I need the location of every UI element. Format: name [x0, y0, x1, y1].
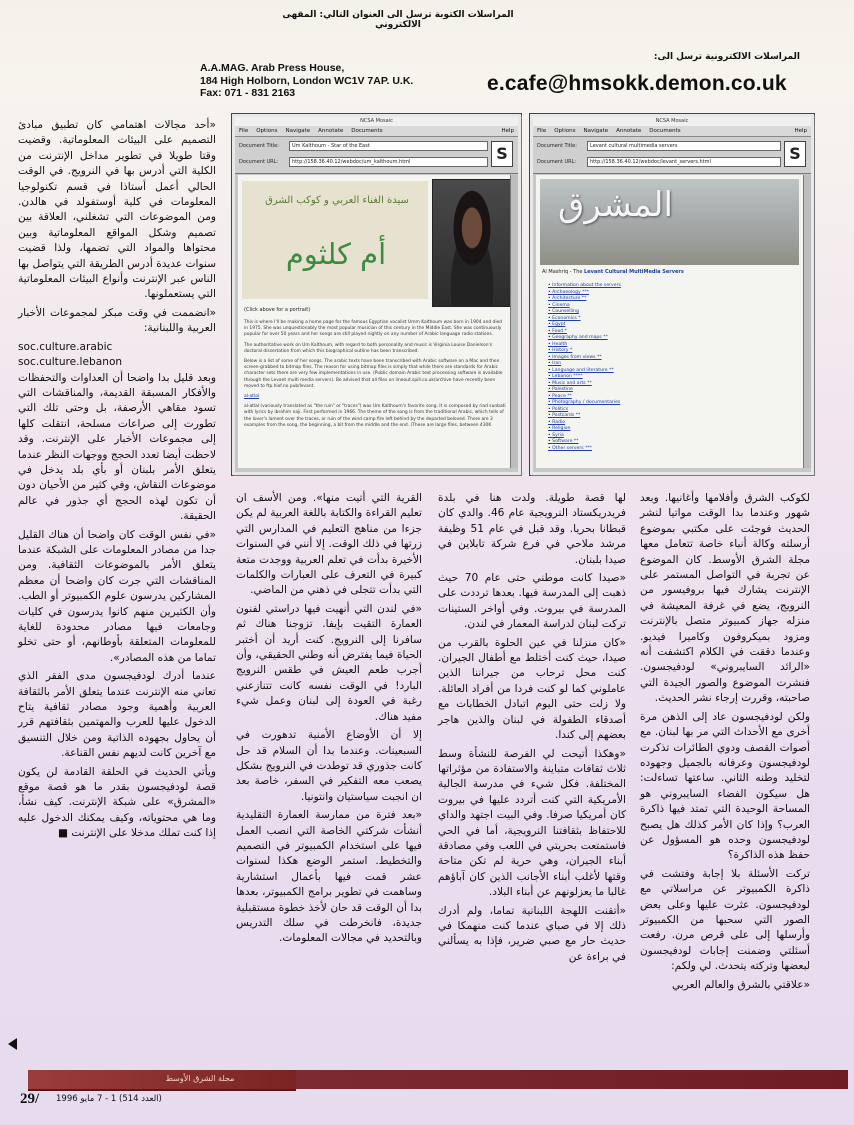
- article-paragraph: «في نفس الوقت كان واضحا أن هناك القليل جدا من مصادر المعلومات على الشبكة عندما يتعلق الأمر بالموضوعات الثقافية. ومن المناقشات التي جرت كان واضحا أن معظم المشاركين يدرسون علوم الكمبيوتر أو الطب. وأن الكثيرين منهم كانوا يدرسون في كليات وجامعات فيها مصادر محدودة للغاية للمعلومات المتعلقة بأوطانهم، أو حتى تخلو تماما من هذه المصادر».: [18, 528, 216, 664]
- menu-file: File: [239, 128, 249, 134]
- article-paragraph: «أتقنت اللهجة اللبنانية تماما، ولم أدرك ذلك إلا في صباي عندما كنت منهمكا في حديث حار مع صبي ضرير، فإذا به يسألني في براءة عن: [438, 904, 626, 963]
- doc-url-label: Document URL:: [537, 159, 577, 165]
- continue-arrow-icon: [8, 1038, 17, 1050]
- article-paragraph: القرية التي أتيت منها». ومن الأسف ان تعليم القراءة والكتابة باللغة العربية لم يكن جزءا من مناهج التعليم في المدارس التي زرتها في ذلك الوقت. إلا أنني في السنوات الأخيرة بدأت في تعلم العربية ووجدت متعة كبيرة في التعرف على العبارات والكلمات التي بدأت تتجلى في ذهني من الماضي.: [236, 492, 422, 597]
- article-paragraph: تركت الأسئلة بلا إجابة وفتشت في ذاكرة الكمبيوتر عن مراسلاتي مع لودفيجسون. عثرت عليها وعلى بعض الصور التي سحبها من الكمبيوتر وأرسلها إلى على قرص مرن. رفعت أسئلتي وضمنت إجابات لودفيجسون لبعضها وتركته يتحدث. لي ولكم:: [640, 867, 810, 973]
- topic-link: • Music and arts **: [548, 381, 621, 388]
- topic-link: • Health: [548, 342, 621, 349]
- topic-link: • Language and literature **: [548, 368, 621, 375]
- document-bar: [533, 137, 811, 174]
- document-bar: [235, 137, 518, 174]
- topic-link: • Architecture **: [548, 296, 621, 303]
- topic-link: • Egypt: [548, 322, 621, 329]
- footer-bar-right: [296, 1070, 848, 1089]
- menu-documents: Documents: [649, 128, 681, 134]
- topic-link: • Food *: [548, 329, 621, 336]
- email-label: المراسلات الالكترونية ترسل الى:: [653, 52, 800, 62]
- mashriq-banner: [540, 179, 799, 265]
- article-paragraph: وبعد قليل بدا واضحا أن العداوات والتحفظات والأفكار المسبقة القديمة، والمناقشات التي تسود مقاهي الأرصفة، بل وحتى تلك التي تطورت إلى صراعات مسلحة، انتقلت كلها إلى مجموعات الأخبار على الإنترنت. وقد لاحظت أيضا تعدد الحجج ووجهات النظر عندما يتعلق الأمر بلبنان أو بأي بلد يدخل في موضوعات النقاش، وفي كثير من الأحيان دون أن تكون لهذه الحجج أي جذور في عالم الحقيقة.: [18, 371, 216, 523]
- mosaic-logo-icon: S: [784, 141, 806, 167]
- article-column-1: [18, 118, 216, 845]
- topic-link: • Images from views **: [548, 355, 621, 362]
- email-address: e.cafe@hmsokk.demon.co.uk: [487, 72, 787, 95]
- address-line: 184 High Holborn, London WC1V 7AP. U.K.: [200, 74, 414, 87]
- menu-file: File: [537, 128, 547, 134]
- topic-link-list: [548, 283, 621, 452]
- topic-link: • Politics: [548, 407, 621, 414]
- topic-link: • Peace **: [548, 394, 621, 401]
- body-paragraph: The authoritative work on Um Kalthoum, with regard to both personality and music is Virginia Louise Danielson's doctoral dissertation from which this biographical outline has been transcribed.: [244, 342, 492, 354]
- banner-title: المشرق: [558, 185, 673, 225]
- topic-link: • Economics *: [548, 316, 621, 323]
- body-paragraph: Below is a list of some of her songs. The arabic texts have been transcribed with Arabic software on a Mac and then screen-grabbed to bitmap files. The reason for using bitmap files is simply that while there are standards for Arabic character sets there are very few implementations in use. (Public domain Arabic text processing software is available through the Levant multi media servers). Be advised that all files on lineout.spill.co.uk/archive have recently been moved to ftp.hiof.no pub/levant.: [244, 359, 503, 389]
- doc-title-label: Document Title:: [239, 143, 279, 149]
- issue-info: (العدد 514) 1 - 7 مايو 1996: [56, 1094, 162, 1104]
- topic-link: • Other servers ***: [548, 446, 621, 453]
- article-paragraph: «بعد فترة من ممارسة العمارة التقليدية أنشأت شركتي الخاصة التي انصب العمل فيها على استخدام الكمبيوتر في التصميم والتخطيط. استمر الوضع هكذا لسنوات عشر قمت فيها بأعمال استشارية وساهمت في تطوير برامج الكمبيوتر، بعدها بدا أن الوقت قد حان لأخذ خطوة مستقبلية جديدة، فانخرطت في سلك التدريس وبالتحديد في مجالات المعلومات.: [236, 809, 422, 945]
- topic-link: • Cinema: [548, 303, 621, 310]
- address-line: Fax: 071 - 831 2163: [200, 87, 296, 99]
- topic-link: • Software **: [548, 439, 621, 446]
- menu-navigate: Navigate: [583, 128, 609, 134]
- menu-options: Options: [256, 128, 278, 134]
- newsgroup-name: soc.culture.lebanon: [18, 356, 123, 369]
- article-paragraph: لها قصة طويلة. ولدت هنا في بلدة فريدريكستاد النرويجية عام 46. والدي كان قبطانا بحريا. وقد قبل في عام 51 وظيفة مرشد ملاحي في فرع شركة تابلاين في صيدا بلبنان.: [438, 492, 627, 566]
- page-body-text: [244, 320, 506, 433]
- article-paragraph: لكوكب الشرق وأفلامها وأغانيها. وبعد شهور وعندما بدا الوقت مواتيا لنشر الحديث فوجئت على مكتبي بموضوع أرسلته وكالة أنباء خاصة تتعامل معها مجلة الشرق الأوسط. كان الموضوع عن تجربة في التواصل المستمر على الإنترنت يشارك فيها بروفيسور من النرويج، يضع في غرفة المعيشة في منزله جهاز كمبيوتر متصل بالإنترنت ومزود بميكروفون وكاميرا فيديو. وعندما دققت في الكلام اكتشفت أنه «الرائد السايبروني» لودفيجسون. فنشرت الموضوع والصور الجيدة التي صاحبته، وقررت إرجاء نشر الحديث.: [640, 492, 810, 705]
- menu-annotate: Annotate: [616, 128, 642, 134]
- menu-documents: Documents: [351, 128, 383, 134]
- doc-title-field: Um Kalthoum - Star of the East: [289, 141, 488, 151]
- body-paragraph: al-atlal (variously translated as "the ruin" or "traces") was Um Kalthoum's favorite song. It is composed by riad sunbati with lyrics by ibrahim naji. First performed in 1966. The theme of the song is from the traditional Arabic, which tells of the lover's lament over the traces, or ruin of the wind camp fire left behind by the departed beloved. There are 3 examples from the song, the beginning, a bit from the middle and the end. (These are large files, between 430K: [244, 404, 506, 428]
- mosaic-logo-icon: S: [491, 141, 513, 167]
- article-paragraph: «أحد مجالات اهتمامي كان تطبيق مبادئ التصميم على البيئات المعلوماتية. وقضيت وقتا طويلا في تطوير مداخل الإنترنت من الكلية التي أدرس بها في النرويج. في الوقت الحالي أعمل أستاذا في قسم تكنولوجيا المعلومات في كلية أوستفولد في هالدن. ومن الموضوعات التي تشغلني، العلاقة بين تصميم وشكل المواقع المعلوماتية وبين محتواها والمواد التي تضمها، ولذا قضيت سنوات عديدة أدرس الطريقة التي يتواصل بها الناس عبر الإنترنت وأنواع البيئات المعلوماتية التي يستعملونها.: [18, 119, 216, 301]
- doc-url-field: http://158.36.40.12/webdoc/levant_servers.html: [587, 157, 781, 167]
- article-paragraph: «انضممت في وقت مبكر لمجموعات الأخبار العربية واللبنانية:: [18, 306, 216, 335]
- banner-name: أم كلثوم: [285, 237, 387, 271]
- doc-title-label: Document Title:: [537, 143, 577, 149]
- page-number: 29/: [20, 1091, 40, 1107]
- topic-link: • Postcards **: [548, 413, 621, 420]
- postal-address: [200, 62, 460, 100]
- article-paragraph: «صيدا كانت موطني حتى عام 70 حيث ذهبت إلى المدرسة فيها. بعدها ترددت على المدرسة في بيروت. وفي أواخر الستينات تركت لبنان لدراسة المعمار في لندن.: [438, 572, 626, 631]
- article-paragraph: ويأتي الحديث في الحلقة القادمة لن يكون قصة لودفيجسون بقدر ما هو قصة موقع «المشرق» على شبكة الإنترنت. كيف نشأ، وما هي محتوياته، وكيف يمكنك الدخول عليه إذا كنت تملك مدخلا على الإنترنت ■: [18, 765, 216, 840]
- footer-magazine-name: مجلة الشرق الأوسط: [165, 1074, 235, 1083]
- portrait-caption: (Click above for a portrait): [244, 307, 311, 313]
- menu-annotate: Annotate: [318, 128, 344, 134]
- portrait-photo: [432, 179, 510, 307]
- topic-link: • Iran: [548, 361, 621, 368]
- topic-link: • History *: [548, 348, 621, 355]
- topic-link: • Geography and maps **: [548, 335, 621, 342]
- topic-link: • Counselling: [548, 309, 621, 316]
- topic-link: • Palestine: [548, 387, 621, 394]
- address-line: A.A.MAG. Arab Press House,: [200, 62, 345, 74]
- window-title-bar: NCSA Mosaic: [533, 117, 811, 126]
- topic-link: • Photography / documentaries: [548, 400, 621, 407]
- banner-subtitle: سيدة الغناء العربي و كوكب الشرق: [265, 195, 409, 206]
- menu-help: Help: [794, 128, 807, 134]
- subtitle-prefix: Al Mashriq - The: [542, 269, 583, 275]
- body-paragraph: This is where I'll be making a home page for the famous Egyptian vocalist Umm Kalthoum was born in 1904 and died in 1975. She was unquestionably the most popular musician of this century in the Middle East. She was continuously popular for over 50 years and her songs are still played nightly on any number of Arabic language radio stations.: [244, 320, 503, 338]
- article-paragraph: «علاقتي بالشرق والعالم العربي: [671, 978, 810, 991]
- um-kalthoum-banner: [242, 181, 428, 299]
- menu-bar: [235, 126, 518, 137]
- doc-title-field: Levant cultural multimedia servers: [587, 141, 781, 151]
- article-paragraph: ولكن لودفيجسون عاد إلى الذهن مرة أخرى مع الأحداث التي مر بها لبنان. مع أصوات القصف ودوي الطائرات تذكرت لودفيجسون وعرفانه بالجميل وجهوده لتخليد وطنه الثاني. ساعتها تساءلت: هل سيكون الفضاء السايبروني هو المساحة الوحيدة التي تمتد فيها ذاكرة العرب؟ وإذا كان الأمر كذلك هل يصبح لودفيجسون وحده هو المسؤول عن حفظ هذه الذاكرة؟: [640, 710, 810, 862]
- scrollbar: [803, 175, 811, 468]
- doc-url-field: http://158.36.40.12/webdoc/um_kalthoum.html: [289, 157, 488, 167]
- article-paragraph: عندما أدرك لودفيجسون مدى الفقر الذي تعاني منه الإنترنت عندما يتعلق الأمر بالثقافة العربية وأهمية وجود مصادر ثقافية يتاح الدخول عليها للعرب والمهتمين بثقافتهم قرر أن يحاول بجهوده الذاتية ومن خلال التنسيق مع آخرين كانت لديهم نفس القناعة.: [18, 670, 216, 760]
- article-paragraph: إلا أن الأوضاع الأمنية تدهورت في السبعينات. وعندما بدا أن السلام قد حل كانت جذوري قد توطدت في النرويج بشكل يصعب معه التفكير في السفر، خاصة بعد ان انجبت سياستيان وانتونيا.: [236, 729, 422, 803]
- article-paragraph: «في لندن التي أنهيت فيها دراستي لفنون العمارة التقيت بإيفا. تزوجنا هناك ثم سافرنا إلى النرويج. كنت أريد أن أختبر الحياة فيما يفترض أنه وطني الحقيقي، وأن أجرب طعم العيش في طقس النرويج البارد! في الوقت نفسه كانت تتنازعني رغبة في العودة إلى لبنان وعمل شيء مفيد هناك.: [236, 602, 422, 723]
- menu-help: Help: [501, 128, 514, 134]
- topic-link: • Syria: [548, 433, 621, 440]
- article-paragraph: «كان منزلنا في عين الحلوة بالقرب من صيدا، حيث كنت أختلط مع أطفال الجيران. كنت محل ترحاب من جيراننا الذين عاملوني كما لو كنت فردا من أفراد العائلة. ولا زلت حتى اليوم اتبادل الخطابات مع أصدقاء الطفولة في لبنان والذين هاجر بعضهم إلى كندا.: [438, 636, 626, 742]
- browser-screenshot-um-kalthoum: [232, 114, 521, 475]
- postal-address-label: المراسلات الكتوبة ترسل الى العنوان التالي: المقهى الالكتروني: [282, 10, 514, 30]
- article-column-4: [640, 491, 810, 996]
- topic-link: • Information about the servers: [548, 283, 621, 290]
- topic-link: • Religion: [548, 426, 621, 433]
- menu-options: Options: [554, 128, 576, 134]
- article-column-2: [236, 491, 422, 950]
- doc-url-label: Document URL:: [239, 159, 279, 165]
- song-link: al-atlal: [244, 394, 260, 400]
- browser-content: [238, 175, 510, 468]
- subtitle-link: Levant Cultural MultiMedia Servers: [584, 269, 684, 275]
- browser-screenshot-al-mashriq: [530, 114, 814, 475]
- article-paragraph: «وهكذا أتيحت لي الفرصة للنشأة وسط ثلاث ثقافات متباينة والاستفادة من مؤثراتها المختلفة. فكل شيء في مدرسة الجالية الأمريكية التي كنت أتردد عليها في بيروت كان أمريكيا صرفا. وفي البيت اجتهد والداي للاحتفاظ بثقافتنا النرويجية، أما في الحي فاستمتعت بحريتي في اللعب وفي مصادقة أبناء الجيران، وهي حرية لم تكن متاحة وقتها لأغلب أبناء الأجانب الذين كان آباؤهم غالبا ما يعزلونهم عن أبناء البلاد.: [438, 747, 626, 899]
- newsgroup-name: soc.culture.arabic: [18, 340, 113, 353]
- topic-link: • Radio: [548, 420, 621, 427]
- article-column-3: [438, 491, 626, 968]
- browser-content: [536, 175, 803, 468]
- scrollbar: [510, 175, 518, 468]
- topic-link: • Archaeology ***: [548, 290, 621, 297]
- menu-bar: [533, 126, 811, 137]
- window-title-bar: NCSA Mosaic: [235, 117, 518, 126]
- site-subtitle: [542, 269, 684, 275]
- topic-link: • Lebanon ****: [548, 374, 621, 381]
- menu-navigate: Navigate: [285, 128, 311, 134]
